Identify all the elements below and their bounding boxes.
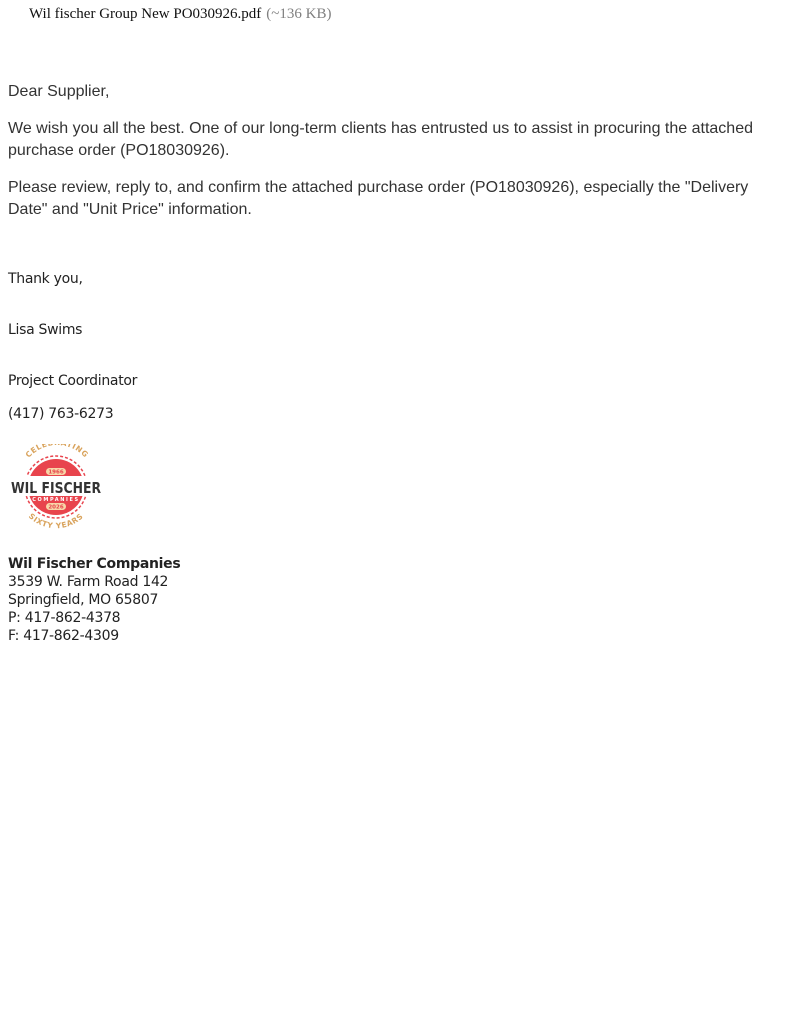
company-logo — [8, 444, 104, 534]
signature-title: Project Coordinator — [8, 373, 138, 389]
logo-year-end: 2026 — [48, 504, 64, 511]
logo-brand: WIL FISCHER — [11, 479, 102, 497]
signature-phone: (417) 763-6273 — [8, 406, 114, 422]
company-city: Springfield, MO 65807 — [8, 592, 159, 608]
logo-year-start: 1966 — [48, 469, 64, 476]
message-body — [8, 81, 778, 236]
svg-text:CELEBRATING — [24, 444, 91, 459]
company-logo-graphic — [8, 444, 104, 534]
attachment-link[interactable] — [29, 6, 331, 23]
paragraph-2: Please review, reply to, and confirm the attached purchase order (PO18030926), especially the "Delivery Date" and "Unit Price" information. — [8, 179, 749, 218]
logo-bottom-arc: SIXTY YEARS — [26, 511, 86, 531]
logo-top-arc: CELE TING — [23, 444, 91, 460]
signature-name: Lisa Swims — [8, 322, 83, 338]
signature-closing: Thank you, — [8, 271, 83, 287]
attachment-filename[interactable]: Wil fischer Group New PO030926.pdf — [29, 6, 262, 22]
company-address — [8, 555, 180, 645]
company-fax: F: 417-862-4309 — [8, 628, 119, 644]
company-phone: P: 417-862-4378 — [8, 610, 121, 626]
greeting: Dear Supplier, — [8, 83, 110, 100]
paragraph-1: We wish you all the best. One of our long-term clients has entrusted us to assist in procuring the attached purchase order (PO18030926). — [8, 120, 753, 159]
company-street: 3539 W. Farm Road 142 — [8, 574, 169, 590]
attachment-size: (~136 KB) — [266, 6, 332, 22]
company-name: Wil Fischer Companies — [8, 556, 181, 572]
logo-sub: COMPANIES — [32, 497, 80, 503]
